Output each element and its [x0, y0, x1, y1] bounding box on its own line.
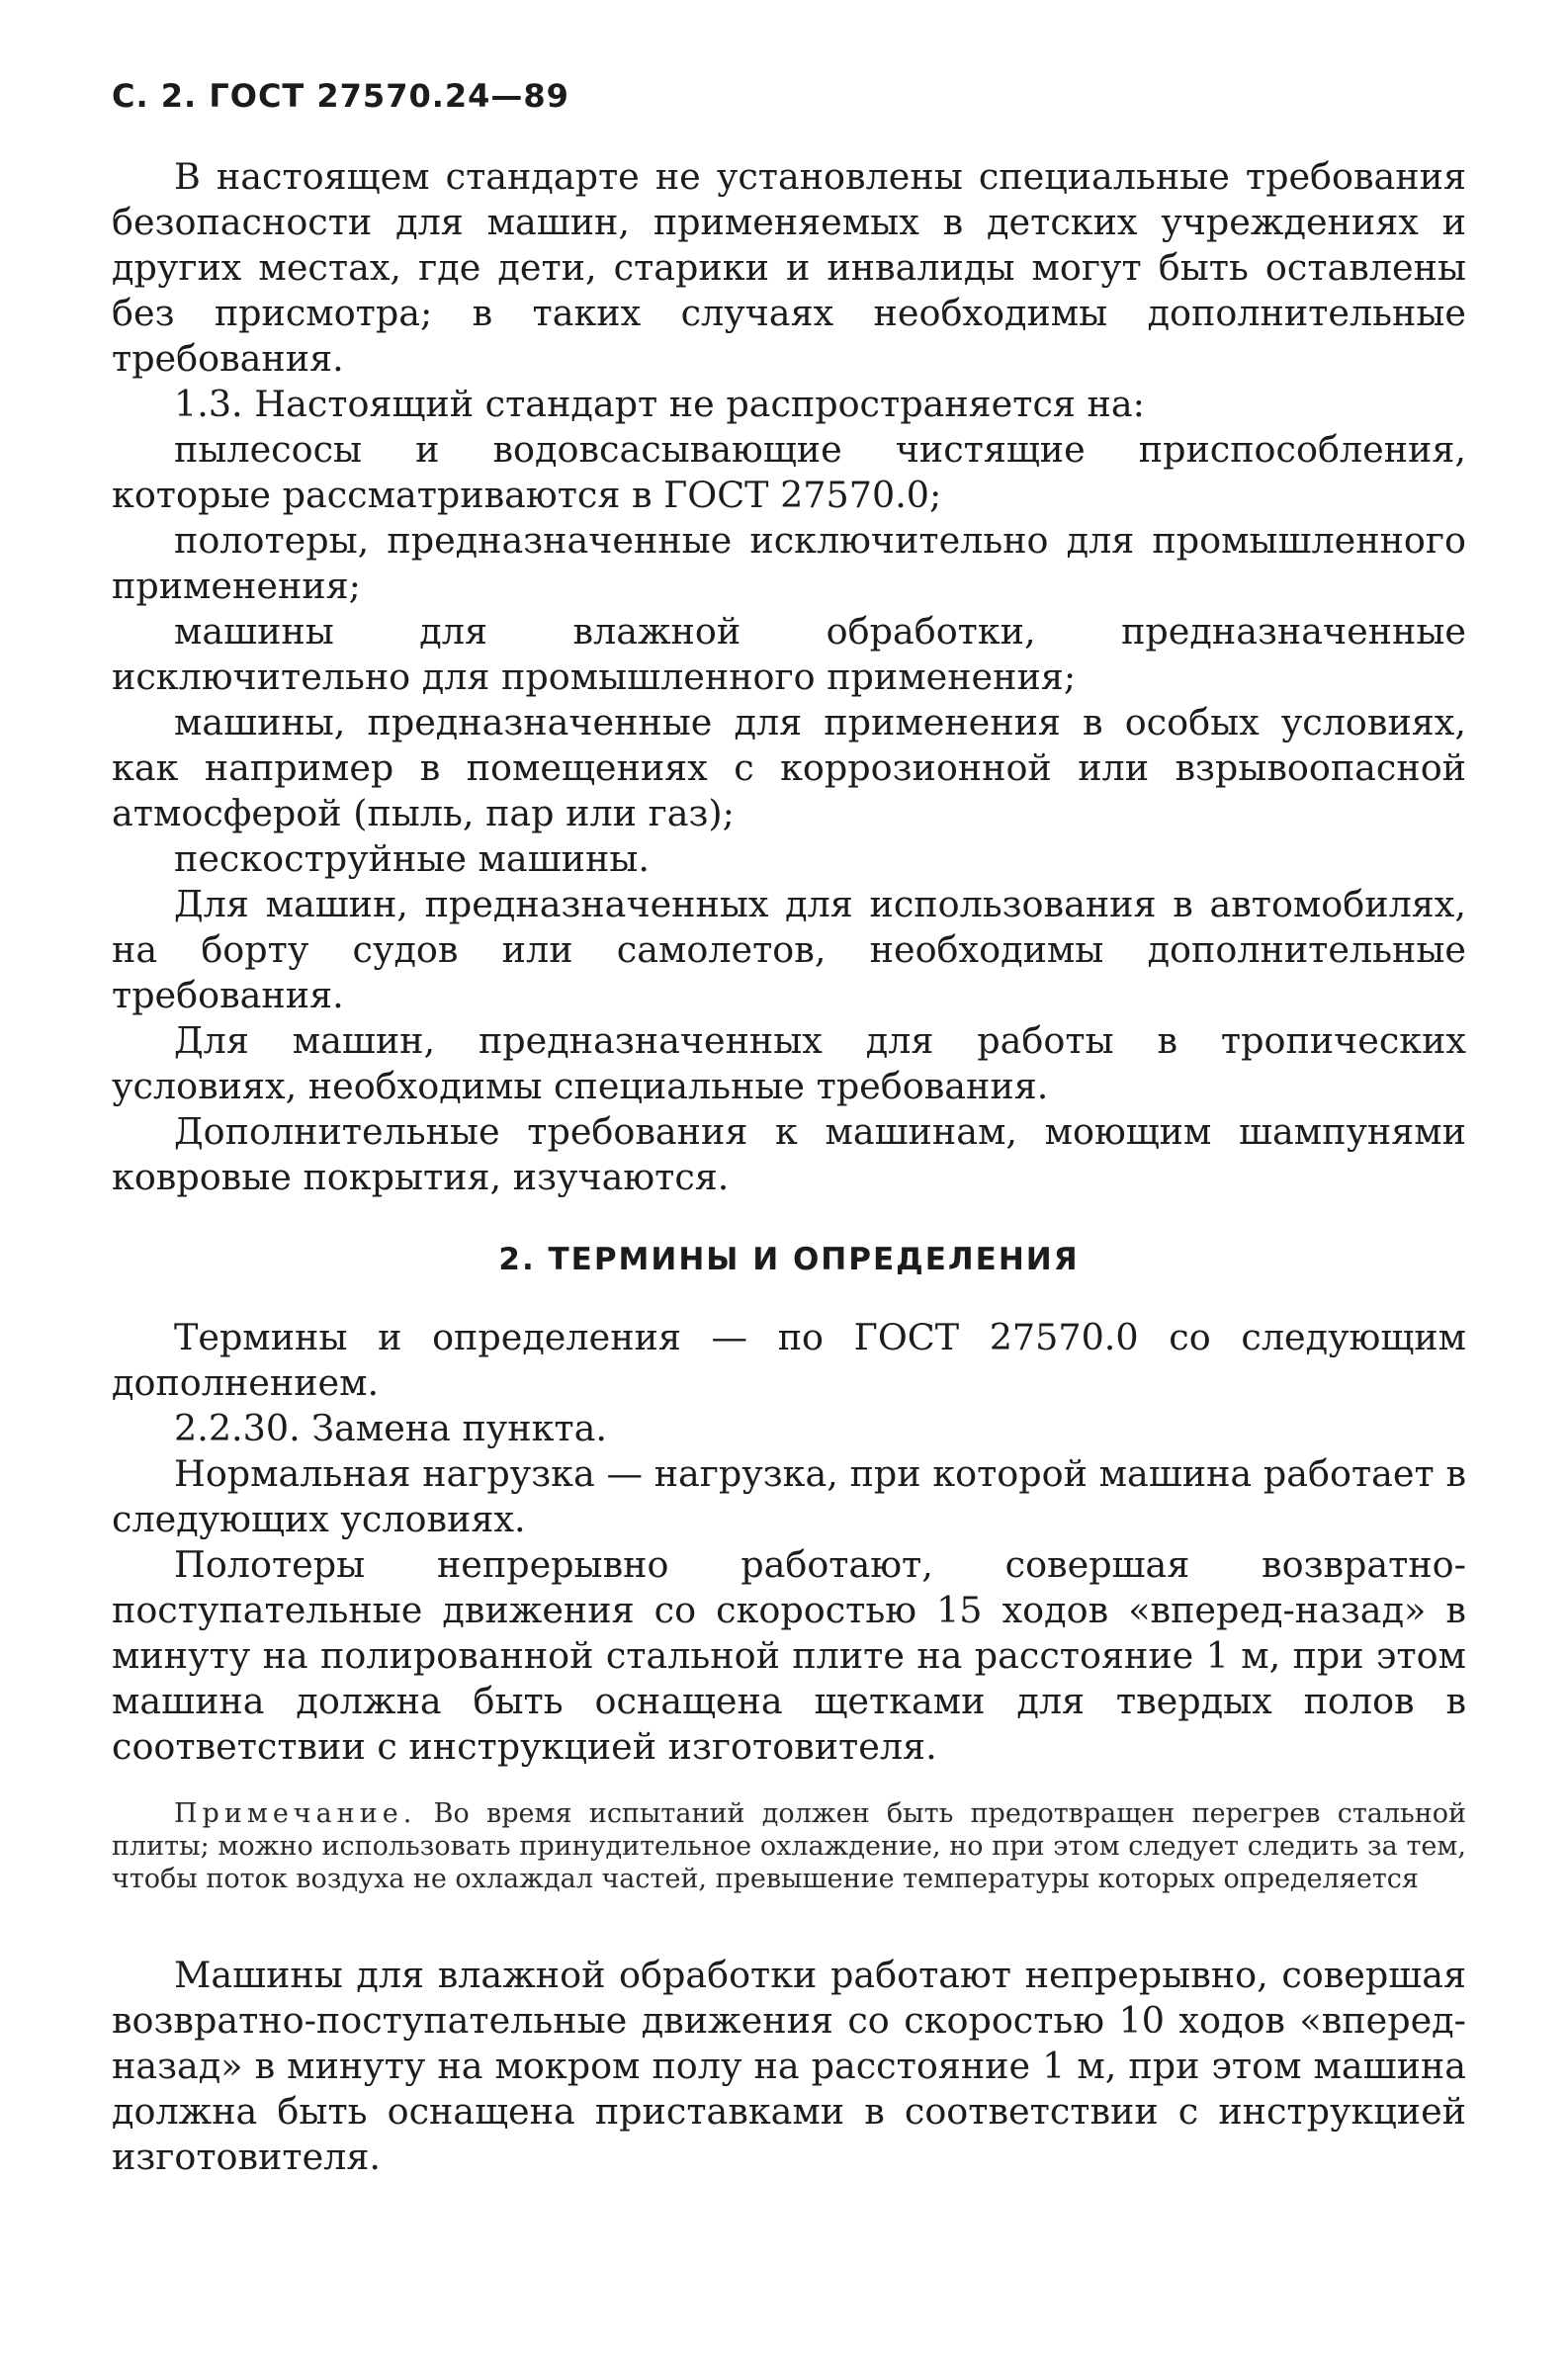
exclusion-item: машины для влажной обработки, предназначенные исключительно для промышленного применения; [112, 610, 1466, 699]
terms-section [112, 1315, 1466, 2180]
paragraph-tropical: Для машин, предназначенных для работы в тропических условиях, необходимы специальные требования. [112, 1019, 1466, 1108]
document-page [112, 77, 1466, 2180]
paragraph-carpet: Дополнительные требования к машинам, моющим шампунями ковровые покрытия, изучаются. [112, 1110, 1466, 1199]
note-label: Примечание. [174, 1797, 417, 1829]
paragraph-vehicles: Для машин, предназначенных для использования в автомобилях, на борту судов или самолетов, необходимы дополнительные требования. [112, 883, 1466, 1017]
paragraph-wet-machines: Машины для влажной обработки работают непрерывно, совершая возвратно-поступательные движения со скоростью 10 ходов «вперед-назад» в минуту на мокром полу на расстояние 1 м, при этом машина должна быть оснащена приставками в соответствии с инструкцией изготовителя. [112, 1953, 1466, 2178]
section-heading: 2. ТЕРМИНЫ И ОПРЕДЕЛЕНИЯ [498, 1242, 1080, 1278]
exclusion-item: пескоструйные машины. [174, 837, 650, 881]
note [112, 1797, 1466, 1895]
note-text: Во время испытаний должен быть предотвращен перегрев стальной плиты; можно использовать принудительное охлаждение, но при этом следует следить за тем, чтобы поток воздуха не охлаждал частей, превышение температуры которых определяется [112, 1797, 1466, 1894]
paragraph-polishers: Полотеры непрерывно работают, совершая возвратно-поступательные движения со скоростью 15 ходов «вперед-назад» в минуту на полированной стальной плите на расстояние 1 м, при этом машина должна быть оснащена щетками для твердых полов в соответствии с инструкцией изготовителя. [112, 1542, 1466, 1768]
exclusion-item: машины, предназначенные для применения в особых условиях, как например в помещениях с коррозионной или взрывоопасной атмосферой (пыль, пар или газ); [112, 701, 1466, 835]
exclusion-item: пылесосы и водовсасывающие чистящие приспособления, которые рассматриваются в ГОСТ 27570.0; [112, 428, 1466, 517]
exclusion-item: полотеры, предназначенные исключительно для промышленного применения; [112, 519, 1466, 608]
paragraph-normal-load: Нормальная нагрузка — нагрузка, при которой машина работает в следующих условиях. [112, 1451, 1466, 1540]
paragraph-terms: Термины и определения — по ГОСТ 27570.0 со следующим дополнением. [112, 1315, 1466, 1404]
clause-1-3: 1.3. Настоящий стандарт не распространяется на: [174, 383, 1145, 426]
paragraph-scope-note: В настоящем стандарте не установлены специальные требования безопасности для машин, применяемых в детских учреждениях и других местах, где дети, старики и инвалиды могут быть оставлены без присмотра; в таких случаях необходимы дополнительные требования. [112, 155, 1466, 381]
intro-section [112, 154, 1466, 1200]
clause-2-2-30: 2.2.30. Замена пункта. [174, 1406, 607, 1449]
running-header: С. 2. ГОСТ 27570.24—89 [112, 77, 569, 115]
